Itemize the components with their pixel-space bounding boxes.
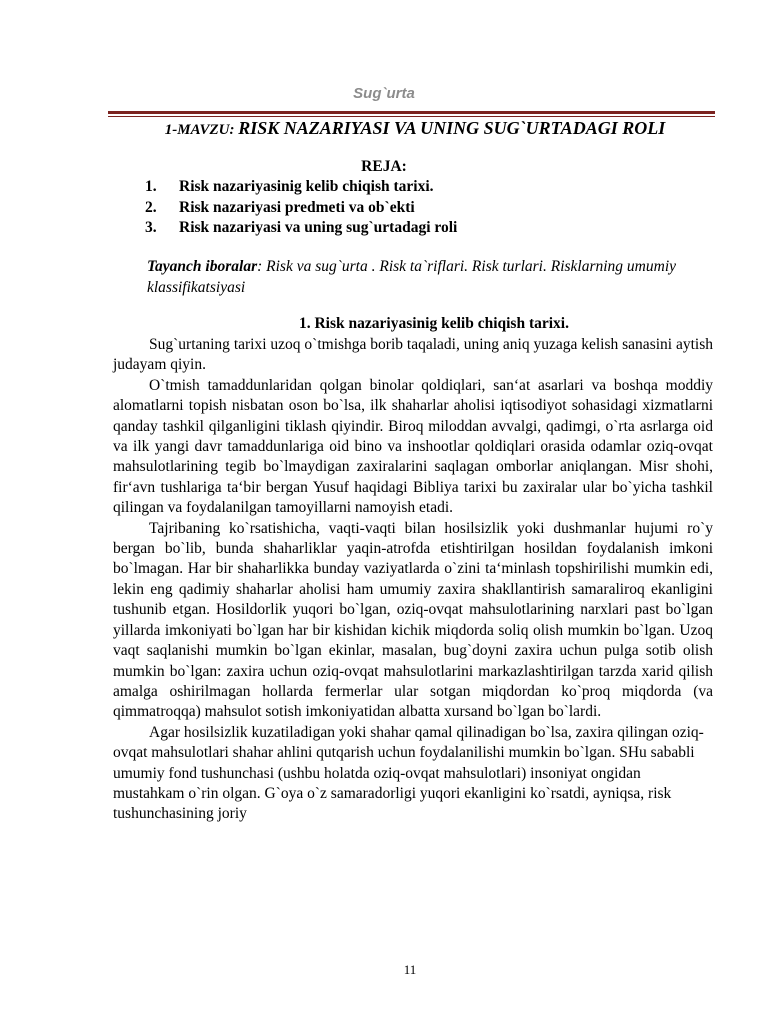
page-number: 11	[403, 962, 417, 977]
plan-list	[145, 177, 457, 239]
plan-item	[145, 198, 457, 219]
paragraph: Agar hosilsizlik kuzatiladigan yoki shahar qamal qilinadigan bo`lsa, zaxira qilingan oziq-ovqat mahsulotlari shahar ahlini qutqarish uchun foydalanilishi mumkin bo`lgan. SHu sababli umumiy fond tushunchasi (ushbu holatda oziq-ovqat mahsulotlari) insoniyat ongidan mustahkam o`rin olgan. G`oya o`z samaradorligi yuqori ekanligini ko`rsatdi, ayniqsa, risk tushunchasining joriy	[113, 723, 704, 823]
plan-item-text: Risk nazariyasinig kelib chiqish tarixi.	[179, 178, 434, 195]
body-text	[113, 335, 713, 825]
topic-name: RISK NAZARIYASI VA UNING SUG`URTADAGI ROLI	[238, 118, 666, 138]
paragraph: Tajribaning ko`rsatishicha, vaqti-vaqti bilan hosilsizlik yoki dushmanlar hujumi ro`y bergan bo`lib, bunda shaharliklar yaqin-atrofda etishtirilgan hosildan foydalanish imkoni bo`lmagan. Har bir shaharlikka bunday vaziyatlarda o`zini ta‘minlash topshirilishi mumkin edi, lekin eng qadimiy shaharlar aholisi ham umumiy zaxira shakllantirish samaraliroq ekanligini tushunib etgan. Hosildorlik yuqori bo`lgan, oziq-ovqat mahsulotlarining narxlari past bo`lgan yillarda imkoniyati bo`lgan har bir kishidan kichik miqdorda soliq olish mumkin bo`lgan. Uzoq vaqt saqlanishi mumkin bo`lgan ekinlar, masalan, bug`doyni zaxira uchun pulga sotib olish mumkin bo`lgan: zaxira uchun oziq-ovqat mahsulotlarini markazlashtirilgan tarzda xarid qilish amalga oshirilmagan hollarda fermerlar ular sotgan miqdordan ko`proq miqdorda (va qimmatroqqa) mahsulot sotish imkoniyatidan albatta xursand bo`lgan bo`lardi.	[113, 519, 713, 721]
plan-item	[145, 177, 457, 198]
paragraph: Sug`urtaning tarixi uzoq o`tmishga borib taqaladi, uning aniq yuzaga kelish sanasini aytish judayam qiyin.	[113, 336, 713, 374]
header-rule-thick	[108, 111, 715, 114]
keywords-label: Tayanch iboralar	[147, 258, 258, 275]
topic-prefix: 1-MAVZU:	[164, 122, 239, 138]
topic-title	[0, 118, 768, 139]
section-heading: 1. Risk nazariyasinig kelib chiqish tarixi.	[298, 315, 569, 332]
plan-item-text: Risk nazariyasi va uning sug`urtadagi roli	[179, 219, 458, 236]
keywords-block	[147, 257, 713, 298]
paragraph: O`tmish tamaddunlaridan qolgan binolar qoldiqlari, san‘at asarlari va boshqa moddiy alomatlarni topish nisbatan oson bo`lsa, ilk shaharlar aholisi iqtisodiyot sohasidagi xizmatlarni qanday tashkil qilganligini tiklash qiyindir. Biroq miloddan avvalgi, qadimgi, o`rta asrlarga oid va ilk yangi davr tamaddunlariga oid bino va inshootlar qoldiqlari orasida odamlar oziq-ovqat mahsulotlarining tegib bo`lmaydigan zaxiralarini saqlagan omborlar aniqlangan. Misr shohi, fir‘avn tushlariga ta‘bir bergan Yusuf haqidagi Bibliya tarixi bu zaxiralar ular bo`yicha tashkil qilingan va foydalanilgan tamoyillarni namoyish etadi.	[113, 376, 713, 517]
plan-item-number: 2.	[145, 198, 157, 216]
plan-heading: REJA:	[361, 158, 407, 175]
keywords-text: : Risk va sug`urta . Risk ta`riflari. Risk turlari. Risklarning umumiy klassifikatsiyasi	[147, 258, 677, 296]
plan-item-number: 3.	[145, 219, 157, 236]
header-rule-thin	[108, 116, 715, 117]
plan-item-number: 1.	[145, 178, 157, 195]
plan-item-text: Risk nazariyasi predmeti va ob`ekti	[179, 198, 415, 216]
plan-item	[145, 218, 457, 239]
running-header: Sug`urta	[353, 85, 415, 102]
